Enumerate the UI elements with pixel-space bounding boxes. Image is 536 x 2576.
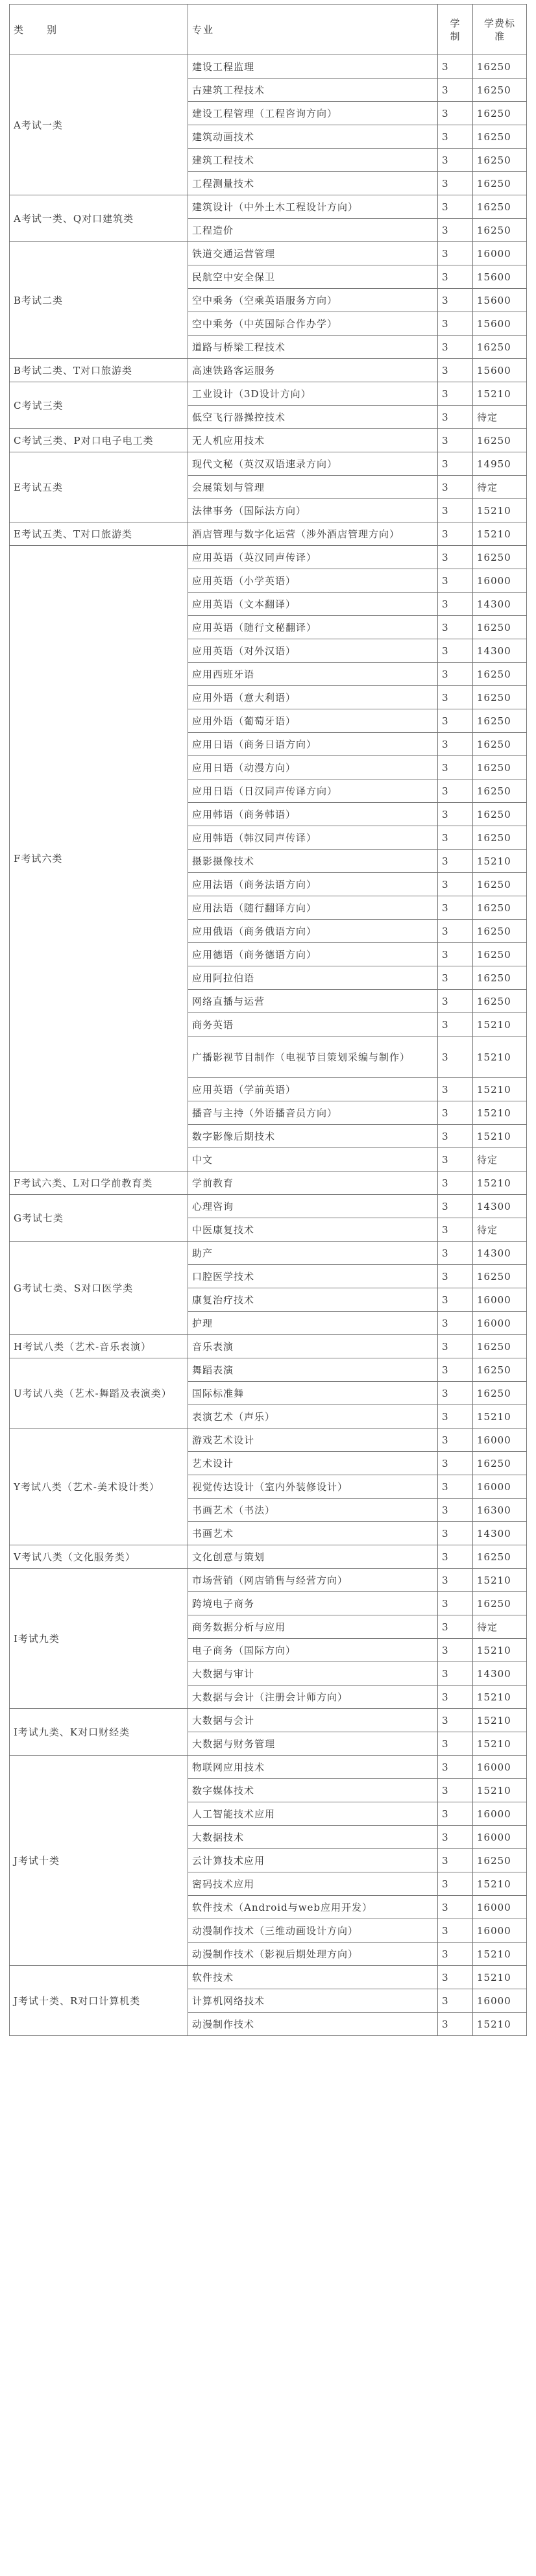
category-cell: F考试六类、L对口学前教育类	[10, 1171, 188, 1195]
major-cell: 艺术设计	[188, 1452, 438, 1475]
major-cell: 古建筑工程技术	[188, 79, 438, 102]
category-cell: V考试八类（文化服务类）	[10, 1545, 188, 1569]
duration-cell: 3	[438, 1966, 473, 1989]
category-cell: J考试十类	[10, 1756, 188, 1966]
major-cell: 播音与主持（外语播音员方向）	[188, 1101, 438, 1125]
duration-cell: 3	[438, 1592, 473, 1615]
header-major: 专业	[188, 5, 438, 55]
fee-cell: 16250	[473, 219, 527, 242]
fee-cell: 15210	[473, 1732, 527, 1756]
major-cell: 云计算技术应用	[188, 1849, 438, 1872]
major-cell: 文化创意与策划	[188, 1545, 438, 1569]
major-cell: 应用外语（意大利语）	[188, 686, 438, 709]
table-row	[10, 1358, 527, 1382]
major-cell: 建筑工程技术	[188, 149, 438, 172]
duration-cell: 3	[438, 1943, 473, 1966]
fee-cell: 16000	[473, 1896, 527, 1919]
duration-cell: 3	[438, 616, 473, 639]
fee-cell: 16250	[473, 336, 527, 359]
fee-cell: 待定	[473, 1148, 527, 1171]
fee-cell: 15210	[473, 1405, 527, 1429]
major-cell: 应用英语（学前英语）	[188, 1078, 438, 1101]
duration-cell: 3	[438, 686, 473, 709]
major-cell: 动漫制作技术	[188, 2013, 438, 2036]
fee-cell: 15210	[473, 1943, 527, 1966]
major-cell: 酒店管理与数字化运营（涉外酒店管理方向）	[188, 522, 438, 546]
fee-cell: 16250	[473, 102, 527, 125]
header-duration: 学 制	[438, 5, 473, 55]
duration-cell: 3	[438, 336, 473, 359]
duration-cell: 3	[438, 149, 473, 172]
category-cell: E考试五类、T对口旅游类	[10, 522, 188, 546]
duration-cell: 3	[438, 79, 473, 102]
fee-cell: 15210	[473, 1078, 527, 1101]
category-cell: C考试三类、P对口电子电工类	[10, 429, 188, 452]
duration-cell: 3	[438, 826, 473, 850]
duration-cell: 3	[438, 1989, 473, 2013]
major-cell: 动漫制作技术（三维动画设计方向）	[188, 1919, 438, 1943]
major-cell: 摄影摄像技术	[188, 850, 438, 873]
table-row	[10, 1545, 527, 1569]
major-cell: 商务英语	[188, 1013, 438, 1037]
major-cell: 应用德语（商务德语方向）	[188, 943, 438, 966]
duration-cell: 3	[438, 219, 473, 242]
category-cell: E考试五类	[10, 452, 188, 522]
fee-cell: 16250	[473, 686, 527, 709]
fee-cell: 14950	[473, 452, 527, 476]
duration-cell: 3	[438, 406, 473, 429]
major-cell: 数字影像后期技术	[188, 1125, 438, 1148]
fee-cell: 16250	[473, 803, 527, 826]
fee-cell: 16000	[473, 1989, 527, 2013]
category-cell: U考试八类（艺术-舞蹈及表演类）	[10, 1358, 188, 1429]
fee-cell: 15210	[473, 1569, 527, 1592]
fee-cell: 16250	[473, 733, 527, 756]
duration-cell: 3	[438, 966, 473, 990]
fee-cell: 16250	[473, 1452, 527, 1475]
fee-cell: 16250	[473, 149, 527, 172]
duration-cell: 3	[438, 639, 473, 663]
category-cell: B考试二类	[10, 242, 188, 359]
major-cell: 应用俄语（商务俄语方向）	[188, 920, 438, 943]
major-cell: 低空飞行器操控技术	[188, 406, 438, 429]
fee-cell: 16250	[473, 709, 527, 733]
table-row	[10, 195, 527, 219]
category-cell: G考试七类、S对口医学类	[10, 1242, 188, 1335]
duration-cell: 3	[438, 663, 473, 686]
fee-cell: 16250	[473, 663, 527, 686]
major-cell: 密码技术应用	[188, 1872, 438, 1896]
fee-cell: 16250	[473, 429, 527, 452]
major-cell: 软件技术	[188, 1966, 438, 1989]
duration-cell: 3	[438, 943, 473, 966]
fee-cell: 15210	[473, 1171, 527, 1195]
duration-cell: 3	[438, 546, 473, 569]
duration-cell: 3	[438, 172, 473, 195]
fee-cell: 待定	[473, 1615, 527, 1639]
duration-cell: 3	[438, 1218, 473, 1242]
duration-cell: 3	[438, 1125, 473, 1148]
category-cell: Y考试八类（艺术-美术设计类）	[10, 1429, 188, 1545]
table-row	[10, 1709, 527, 1732]
duration-cell: 3	[438, 1826, 473, 1849]
duration-cell: 3	[438, 779, 473, 803]
duration-cell: 3	[438, 476, 473, 499]
major-cell: 建筑动画技术	[188, 125, 438, 149]
table-row	[10, 1171, 527, 1195]
duration-cell: 3	[438, 1779, 473, 1802]
major-cell: 大数据与财务管理	[188, 1732, 438, 1756]
fee-cell: 16250	[473, 1265, 527, 1288]
fee-cell: 16250	[473, 990, 527, 1013]
fee-cell: 15210	[473, 382, 527, 406]
major-cell: 会展策划与管理	[188, 476, 438, 499]
fee-cell: 16250	[473, 1592, 527, 1615]
fee-cell: 16000	[473, 569, 527, 593]
duration-cell: 3	[438, 733, 473, 756]
major-cell: 国际标准舞	[188, 1382, 438, 1405]
major-cell: 应用阿拉伯语	[188, 966, 438, 990]
major-cell: 现代文秘（英汉双语速录方向）	[188, 452, 438, 476]
fee-cell: 16250	[473, 779, 527, 803]
duration-cell: 3	[438, 1382, 473, 1405]
duration-cell: 3	[438, 1545, 473, 1569]
duration-cell: 3	[438, 125, 473, 149]
fee-cell: 15210	[473, 1872, 527, 1896]
major-cell: 计算机网络技术	[188, 1989, 438, 2013]
duration-cell: 3	[438, 1195, 473, 1218]
major-cell: 建筑设计（中外土木工程设计方向）	[188, 195, 438, 219]
major-cell: 应用日语（商务日语方向）	[188, 733, 438, 756]
major-cell: 电子商务（国际方向）	[188, 1639, 438, 1662]
duration-cell: 3	[438, 1037, 473, 1078]
fee-cell: 16250	[473, 125, 527, 149]
fee-cell: 15600	[473, 289, 527, 312]
major-cell: 应用英语（小学英语）	[188, 569, 438, 593]
duration-cell: 3	[438, 1849, 473, 1872]
major-cell: 应用英语（文本翻译）	[188, 593, 438, 616]
category-cell: H考试八类（艺术-音乐表演）	[10, 1335, 188, 1358]
major-cell: 游戏艺术设计	[188, 1429, 438, 1452]
duration-cell: 3	[438, 55, 473, 79]
fee-cell: 15600	[473, 265, 527, 289]
table-row	[10, 1966, 527, 1989]
category-cell: C考试三类	[10, 382, 188, 429]
fee-cell: 15210	[473, 1639, 527, 1662]
table-row	[10, 429, 527, 452]
duration-cell: 3	[438, 709, 473, 733]
category-cell: I考试九类、K对口财经类	[10, 1709, 188, 1756]
fee-cell: 16250	[473, 55, 527, 79]
major-cell: 学前教育	[188, 1171, 438, 1195]
fee-cell: 16250	[473, 966, 527, 990]
major-cell: 大数据与会计	[188, 1709, 438, 1732]
fee-cell: 16250	[473, 1382, 527, 1405]
major-cell: 音乐表演	[188, 1335, 438, 1358]
duration-cell: 3	[438, 1265, 473, 1288]
table-body	[10, 5, 527, 2036]
duration-cell: 3	[438, 1405, 473, 1429]
fee-cell: 15210	[473, 850, 527, 873]
major-cell: 空中乘务（空乘英语服务方向）	[188, 289, 438, 312]
fee-cell: 16250	[473, 546, 527, 569]
major-cell: 软件技术（Android与web应用开发）	[188, 1896, 438, 1919]
duration-cell: 3	[438, 850, 473, 873]
duration-cell: 3	[438, 1686, 473, 1709]
table-row	[10, 242, 527, 265]
major-cell: 表演艺术（声乐）	[188, 1405, 438, 1429]
fee-cell: 15210	[473, 1125, 527, 1148]
fee-cell: 16000	[473, 1475, 527, 1499]
category-cell: J考试十类、R对口计算机类	[10, 1966, 188, 2036]
table-row	[10, 522, 527, 546]
major-cell: 康复治疗技术	[188, 1288, 438, 1312]
duration-cell: 3	[438, 1288, 473, 1312]
duration-cell: 3	[438, 1499, 473, 1522]
major-cell: 书画艺术（书法）	[188, 1499, 438, 1522]
duration-cell: 3	[438, 265, 473, 289]
major-cell: 大数据与会计（注册会计师方向）	[188, 1686, 438, 1709]
major-cell: 物联网应用技术	[188, 1756, 438, 1779]
fee-cell: 15210	[473, 1013, 527, 1037]
duration-cell: 3	[438, 1872, 473, 1896]
duration-cell: 3	[438, 1732, 473, 1756]
duration-cell: 3	[438, 429, 473, 452]
duration-cell: 3	[438, 1475, 473, 1499]
fee-cell: 15210	[473, 499, 527, 522]
duration-cell: 3	[438, 569, 473, 593]
major-cell: 大数据与审计	[188, 1662, 438, 1686]
duration-cell: 3	[438, 1171, 473, 1195]
major-cell: 工程测量技术	[188, 172, 438, 195]
category-cell: I考试九类	[10, 1569, 188, 1709]
fee-cell: 16250	[473, 873, 527, 896]
major-cell: 应用英语（对外汉语）	[188, 639, 438, 663]
fee-cell: 15210	[473, 2013, 527, 2036]
duration-cell: 3	[438, 242, 473, 265]
major-cell: 应用法语（商务法语方向）	[188, 873, 438, 896]
duration-cell: 3	[438, 1615, 473, 1639]
major-cell: 工程造价	[188, 219, 438, 242]
duration-cell: 3	[438, 382, 473, 406]
major-cell: 舞蹈表演	[188, 1358, 438, 1382]
fee-cell: 16250	[473, 943, 527, 966]
category-cell: A考试一类	[10, 55, 188, 195]
table-row	[10, 359, 527, 382]
table-row	[10, 1335, 527, 1358]
major-cell: 建设工程管理（工程咨询方向）	[188, 102, 438, 125]
fee-cell: 待定	[473, 476, 527, 499]
table-row	[10, 1242, 527, 1265]
major-cell: 法律事务（国际法方向）	[188, 499, 438, 522]
fee-cell: 15210	[473, 1037, 527, 1078]
fee-cell: 16250	[473, 1849, 527, 1872]
major-cell: 建设工程监理	[188, 55, 438, 79]
fee-cell: 16250	[473, 1358, 527, 1382]
table-row	[10, 452, 527, 476]
major-cell: 空中乘务（中英国际合作办学）	[188, 312, 438, 336]
fee-cell: 16250	[473, 756, 527, 779]
major-cell: 民航空中安全保卫	[188, 265, 438, 289]
duration-cell: 3	[438, 1312, 473, 1335]
major-cell: 人工智能技术应用	[188, 1802, 438, 1826]
category-cell: B考试二类、T对口旅游类	[10, 359, 188, 382]
category-cell: F考试六类	[10, 546, 188, 1171]
header-row	[10, 5, 527, 55]
duration-cell: 3	[438, 1709, 473, 1732]
fee-cell: 15210	[473, 522, 527, 546]
duration-cell: 3	[438, 1639, 473, 1662]
fee-cell: 14300	[473, 1522, 527, 1545]
fee-cell: 16250	[473, 1335, 527, 1358]
duration-cell: 3	[438, 803, 473, 826]
duration-cell: 3	[438, 593, 473, 616]
fee-cell: 15210	[473, 1709, 527, 1732]
fee-cell: 16000	[473, 1802, 527, 1826]
duration-cell: 3	[438, 1242, 473, 1265]
duration-cell: 3	[438, 1896, 473, 1919]
major-cell: 高速铁路客运服务	[188, 359, 438, 382]
duration-cell: 3	[438, 1429, 473, 1452]
fee-cell: 14300	[473, 1662, 527, 1686]
major-cell: 大数据技术	[188, 1826, 438, 1849]
fee-cell: 15210	[473, 1779, 527, 1802]
tuition-fee-table	[9, 4, 527, 2036]
header-category: 类 别	[10, 5, 188, 55]
major-cell: 工业设计（3D设计方向）	[188, 382, 438, 406]
fee-cell: 16000	[473, 1288, 527, 1312]
fee-cell: 15600	[473, 312, 527, 336]
duration-cell: 3	[438, 289, 473, 312]
duration-cell: 3	[438, 1662, 473, 1686]
fee-cell: 14300	[473, 639, 527, 663]
fee-cell: 待定	[473, 406, 527, 429]
fee-cell: 15600	[473, 359, 527, 382]
duration-cell: 3	[438, 1358, 473, 1382]
major-cell: 广播影视节目制作（电视节目策划采编与制作）	[188, 1037, 438, 1078]
duration-cell: 3	[438, 1078, 473, 1101]
duration-cell: 3	[438, 359, 473, 382]
duration-cell: 3	[438, 499, 473, 522]
fee-cell: 16250	[473, 79, 527, 102]
major-cell: 应用韩语（商务韩语）	[188, 803, 438, 826]
duration-cell: 3	[438, 1013, 473, 1037]
major-cell: 书画艺术	[188, 1522, 438, 1545]
duration-cell: 3	[438, 1919, 473, 1943]
fee-cell: 16250	[473, 896, 527, 920]
major-cell: 市场营销（网店销售与经营方向）	[188, 1569, 438, 1592]
major-cell: 应用法语（随行翻译方向）	[188, 896, 438, 920]
duration-cell: 3	[438, 1101, 473, 1125]
duration-cell: 3	[438, 1452, 473, 1475]
fee-cell: 16000	[473, 1312, 527, 1335]
fee-cell: 16300	[473, 1499, 527, 1522]
duration-cell: 3	[438, 896, 473, 920]
duration-cell: 3	[438, 873, 473, 896]
duration-cell: 3	[438, 1148, 473, 1171]
major-cell: 应用英语（英汉同声传译）	[188, 546, 438, 569]
major-cell: 无人机应用技术	[188, 429, 438, 452]
fee-cell: 15210	[473, 1101, 527, 1125]
fee-cell: 16250	[473, 1545, 527, 1569]
header-fee: 学费标 准	[473, 5, 527, 55]
fee-cell: 16250	[473, 826, 527, 850]
major-cell: 应用日语（日汉同声传译方向）	[188, 779, 438, 803]
duration-cell: 3	[438, 102, 473, 125]
fee-cell: 16250	[473, 172, 527, 195]
major-cell: 中文	[188, 1148, 438, 1171]
duration-cell: 3	[438, 1756, 473, 1779]
major-cell: 心理咨询	[188, 1195, 438, 1218]
major-cell: 道路与桥梁工程技术	[188, 336, 438, 359]
duration-cell: 3	[438, 920, 473, 943]
major-cell: 视觉传达设计（室内外装修设计）	[188, 1475, 438, 1499]
duration-cell: 3	[438, 1569, 473, 1592]
fee-cell: 16000	[473, 1429, 527, 1452]
duration-cell: 3	[438, 312, 473, 336]
category-cell: A考试一类、Q对口建筑类	[10, 195, 188, 242]
fee-cell: 16250	[473, 920, 527, 943]
duration-cell: 3	[438, 452, 473, 476]
major-cell: 助产	[188, 1242, 438, 1265]
fee-cell: 16000	[473, 1826, 527, 1849]
fee-cell: 待定	[473, 1218, 527, 1242]
major-cell: 应用西班牙语	[188, 663, 438, 686]
major-cell: 应用韩语（韩汉同声传译）	[188, 826, 438, 850]
table-row	[10, 382, 527, 406]
major-cell: 网络直播与运营	[188, 990, 438, 1013]
table-row	[10, 55, 527, 79]
duration-cell: 3	[438, 756, 473, 779]
category-cell: G考试七类	[10, 1195, 188, 1242]
major-cell: 中医康复技术	[188, 1218, 438, 1242]
fee-cell: 16000	[473, 1919, 527, 1943]
duration-cell: 3	[438, 990, 473, 1013]
duration-cell: 3	[438, 522, 473, 546]
duration-cell: 3	[438, 1335, 473, 1358]
major-cell: 应用英语（随行文秘翻译）	[188, 616, 438, 639]
duration-cell: 3	[438, 2013, 473, 2036]
major-cell: 数字媒体技术	[188, 1779, 438, 1802]
fee-cell: 14300	[473, 1242, 527, 1265]
table-row	[10, 1429, 527, 1452]
fee-cell: 16250	[473, 195, 527, 219]
fee-cell: 15210	[473, 1686, 527, 1709]
table-row	[10, 1195, 527, 1218]
major-cell: 跨境电子商务	[188, 1592, 438, 1615]
major-cell: 应用日语（动漫方向）	[188, 756, 438, 779]
major-cell: 商务数据分析与应用	[188, 1615, 438, 1639]
table-row	[10, 546, 527, 569]
fee-cell: 16250	[473, 616, 527, 639]
major-cell: 应用外语（葡萄牙语）	[188, 709, 438, 733]
duration-cell: 3	[438, 1802, 473, 1826]
fee-cell: 14300	[473, 1195, 527, 1218]
table-row	[10, 1756, 527, 1779]
fee-cell: 15210	[473, 1966, 527, 1989]
duration-cell: 3	[438, 1522, 473, 1545]
fee-cell: 16000	[473, 242, 527, 265]
duration-cell: 3	[438, 195, 473, 219]
fee-cell: 16000	[473, 1756, 527, 1779]
table-row	[10, 1569, 527, 1592]
major-cell: 护理	[188, 1312, 438, 1335]
major-cell: 动漫制作技术（影视后期处理方向）	[188, 1943, 438, 1966]
major-cell: 口腔医学技术	[188, 1265, 438, 1288]
major-cell: 铁道交通运营管理	[188, 242, 438, 265]
fee-cell: 14300	[473, 593, 527, 616]
